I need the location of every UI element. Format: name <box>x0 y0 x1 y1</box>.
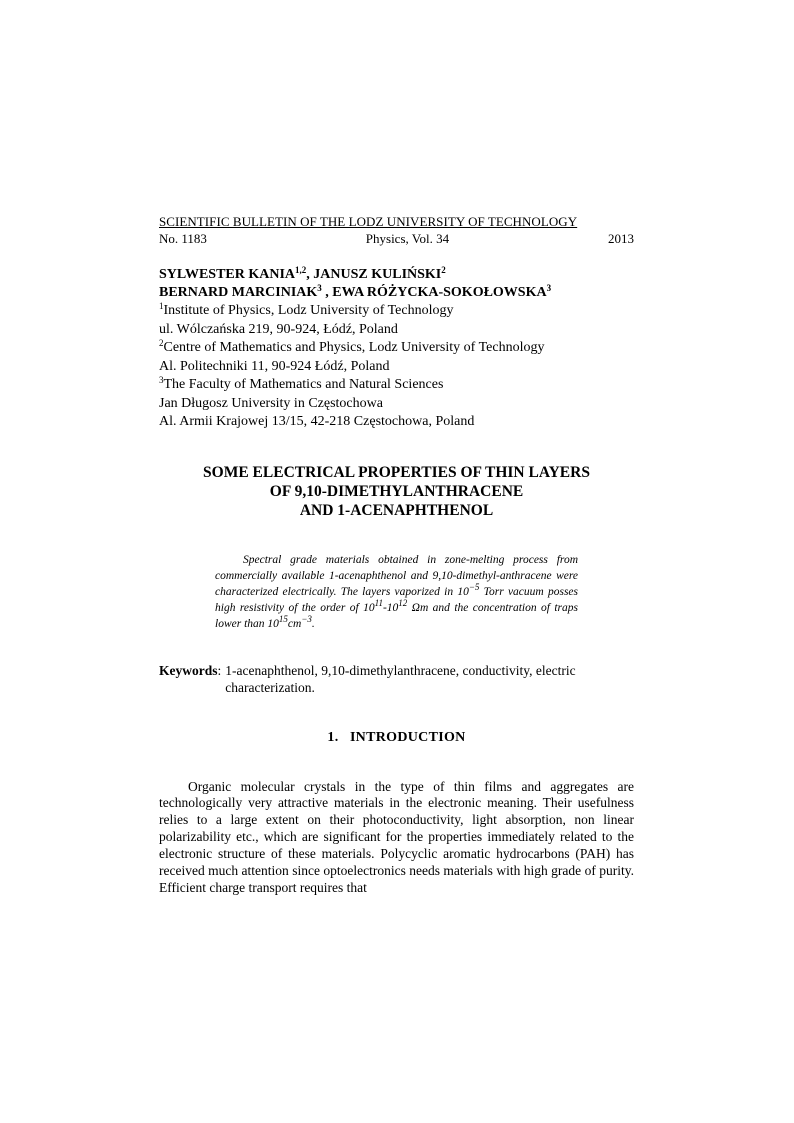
abstract-text <box>215 552 578 632</box>
keywords-colon: : <box>217 662 222 678</box>
journal-name: SCIENTIFIC BULLETIN OF THE LODZ UNIVERSITY OF TECHNOLOGY <box>159 214 578 229</box>
body-text <box>159 779 634 897</box>
affiliation-marker: 3 <box>159 375 164 385</box>
section-title: INTRODUCTION <box>349 729 466 745</box>
abstract-fragment: Ωm and the concentration of traps lower than 10 <box>215 601 578 630</box>
author-line-1 <box>159 266 634 284</box>
abstract-exponent: 11 <box>374 597 383 608</box>
author-list <box>159 266 634 302</box>
section-number: 1. <box>327 729 339 745</box>
paper-title <box>159 463 634 520</box>
abstract-exponent: 15 <box>278 613 288 624</box>
affiliation-marker: 1 <box>159 301 164 311</box>
affiliation-line <box>159 302 634 321</box>
author-affiliation-marker: 3 <box>317 283 322 293</box>
abstract-fragment: -10 <box>382 601 399 614</box>
affiliation-line: ul. Wólczańska 219, 90-924, Łódź, Poland <box>159 321 398 337</box>
author-affiliation-marker: 2 <box>441 265 446 275</box>
abstract-fragment: cm <box>287 617 302 630</box>
abstract-fragment: . <box>311 617 315 630</box>
affiliation-text: Institute of Physics, Lodz University of Technology <box>163 303 454 318</box>
abstract-exponent: −5 <box>468 581 480 592</box>
title-line: AND 1-ACENAPHTHENOL <box>299 501 494 519</box>
author-line-2 <box>159 284 634 302</box>
affiliation-line: Al. Politechniki 11, 90-924 Łódź, Poland <box>159 358 390 374</box>
author-name: BERNARD MARCINIAK <box>159 285 318 300</box>
author-separator: , <box>306 267 314 282</box>
affiliation-list <box>159 302 634 432</box>
affiliation-2 <box>159 339 634 376</box>
affiliation-1 <box>159 302 634 339</box>
keywords-label <box>159 662 218 696</box>
affiliation-marker: 2 <box>159 338 164 348</box>
keywords-block <box>159 662 634 696</box>
issue-number: No. 1183 <box>159 231 207 246</box>
affiliation-line: Jan Długosz University in Częstochowa <box>159 395 383 411</box>
keywords-label-text: Keywords <box>159 662 218 678</box>
abstract-fragment: Torr vacuum posses high resistivity of the order of 10 <box>215 585 578 614</box>
affiliation-text: Centre of Mathematics and Physics, Lodz University of Technology <box>163 340 545 355</box>
author-separator: , <box>321 285 333 300</box>
paper-page <box>159 214 634 897</box>
affiliation-line: Al. Armii Krajowej 13/15, 42-218 Częstochowa, Poland <box>159 414 475 429</box>
volume-label: Physics, Vol. 34 <box>365 231 450 246</box>
section-heading <box>159 730 634 746</box>
keywords-text <box>225 662 575 696</box>
author-affiliation-marker: 1,2 <box>295 265 307 275</box>
publication-year: 2013 <box>607 231 634 246</box>
abstract <box>215 552 578 632</box>
title-line: SOME ELECTRICAL PROPERTIES OF THIN LAYERS <box>203 463 590 481</box>
affiliation-text: The Faculty of Mathematics and Natural Sciences <box>163 377 444 392</box>
abstract-exponent: 12 <box>398 597 408 608</box>
author-name: JANUSZ KULIŃSKI <box>313 267 442 282</box>
issue-info-row <box>159 231 634 247</box>
author-affiliation-marker: 3 <box>546 283 552 293</box>
author-name: SYLWESTER KANIA <box>159 267 296 282</box>
abstract-fragment: Spectral grade materials obtained in zone-melting process from commercially available 1-acenaphthenol and 9,10-dimethyl-anthracene were characterized electrically. The layers vaporized in 10 <box>215 553 578 598</box>
affiliation-line <box>159 376 634 395</box>
body-paragraph: Organic molecular crystals in the type of thin films and aggregates are technologically very attractive materials in the electronic meaning. Their usefulness relies to a large extent on their photoconductivity, light absorption, non linear polarizability etc., which are significant for the properties immediately related to the electronic structure of these materials. Polycyclic aromatic hydrocarbons (PAH) has received much attention since optoelectronics needs materials with high grade of purity. Efficient charge transport requires that <box>159 778 634 895</box>
affiliation-line <box>159 339 634 358</box>
title-line: OF 9,10-DIMETHYLANTHRACENE <box>269 482 524 500</box>
affiliation-3 <box>159 376 634 432</box>
abstract-exponent: −3 <box>301 613 312 624</box>
keywords-line: 1-acenaphthenol, 9,10-dimethylanthracene, conductivity, electric <box>225 662 576 678</box>
keywords-line: characterization. <box>225 679 315 695</box>
author-name: EWA RÓŻYCKA-SOKOŁOWSKA <box>332 285 547 300</box>
